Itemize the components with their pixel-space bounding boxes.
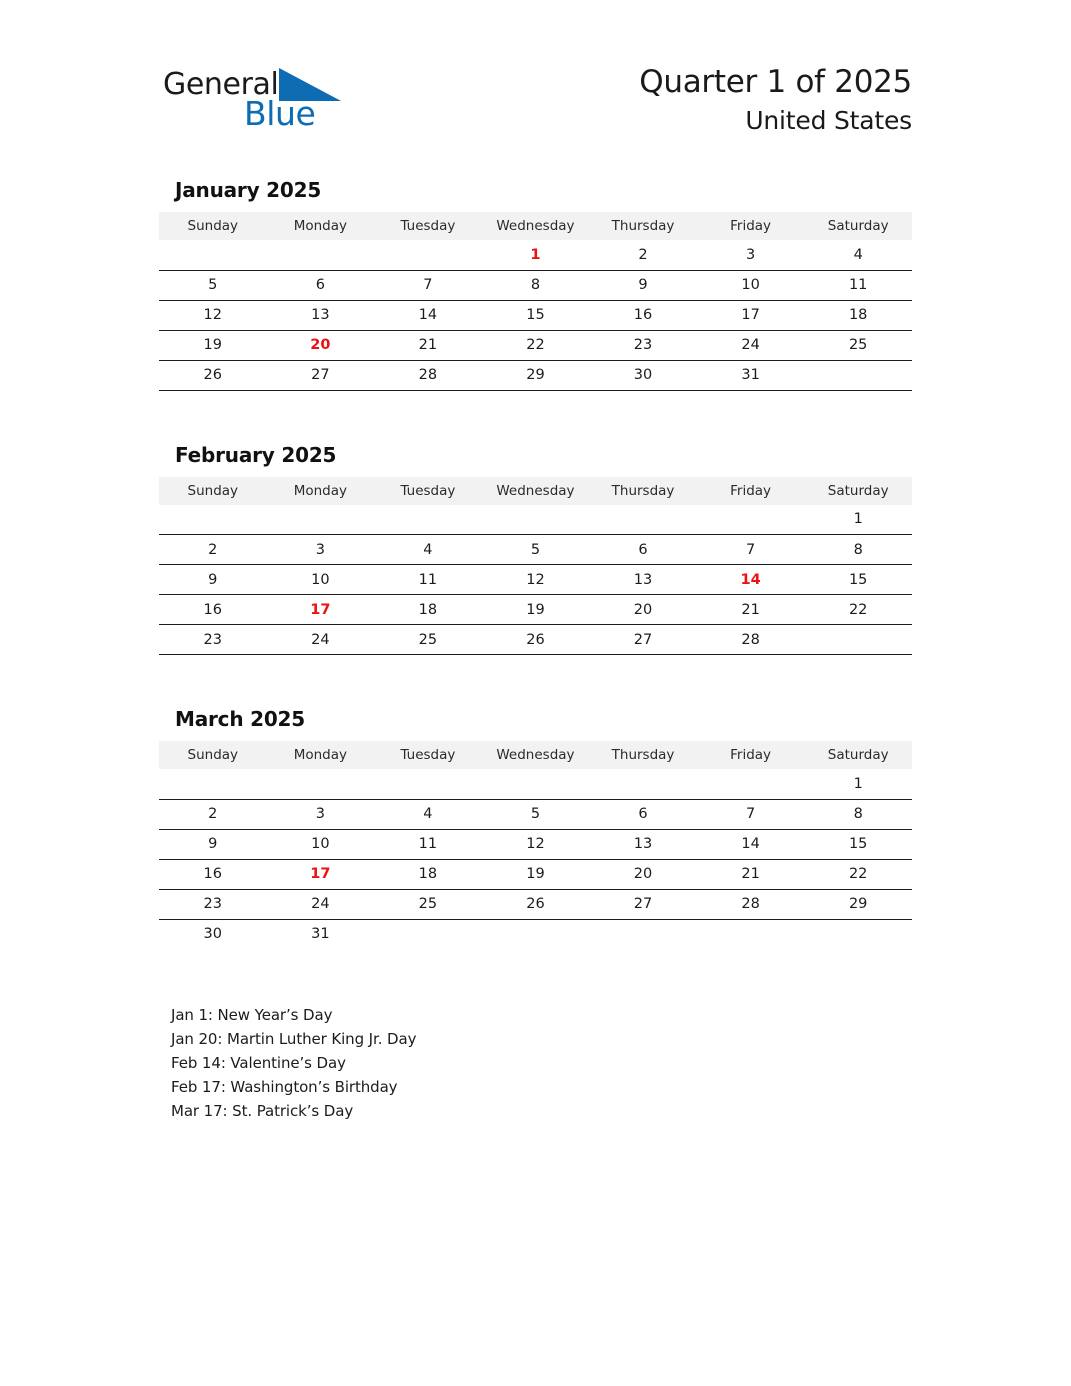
week-row: [159, 360, 912, 390]
month-title: January 2025: [175, 178, 322, 202]
day-cell[interactable]: 1: [804, 769, 912, 799]
holiday-note: Feb 17: Washington’s Birthday: [171, 1078, 398, 1096]
day-cell[interactable]: 15: [804, 565, 912, 595]
day-cell[interactable]: 29: [804, 889, 912, 919]
day-cell[interactable]: 4: [804, 240, 912, 270]
weekday-header-friday: Friday: [697, 477, 805, 505]
weekday-header-wednesday: Wednesday: [482, 212, 590, 240]
day-cell-empty: [267, 240, 375, 270]
day-cell[interactable]: 12: [482, 565, 590, 595]
day-cell[interactable]: 16: [159, 859, 267, 889]
page-subtitle: United States: [745, 106, 912, 135]
day-cell[interactable]: 20: [589, 595, 697, 625]
weekday-header-friday: Friday: [697, 212, 805, 240]
weekday-header-wednesday: Wednesday: [482, 741, 590, 769]
month-block: [159, 443, 912, 656]
week-row: [159, 240, 912, 270]
day-cell-empty: [697, 769, 805, 799]
day-cell[interactable]: 9: [159, 829, 267, 859]
day-cell-holiday[interactable]: 17: [267, 859, 375, 889]
day-cell[interactable]: 26: [159, 360, 267, 390]
day-cell[interactable]: 3: [267, 535, 375, 565]
weekday-header-thursday: Thursday: [589, 212, 697, 240]
day-cell[interactable]: 11: [804, 270, 912, 300]
page-header: [0, 0, 1071, 165]
day-cell[interactable]: 2: [159, 535, 267, 565]
day-cell-empty: [374, 769, 482, 799]
month-block: [159, 707, 912, 949]
day-cell[interactable]: 31: [697, 360, 805, 390]
day-cell[interactable]: 12: [482, 829, 590, 859]
weekday-header-friday: Friday: [697, 741, 805, 769]
day-cell[interactable]: 5: [482, 799, 590, 829]
day-cell[interactable]: 29: [482, 360, 590, 390]
day-cell[interactable]: 24: [267, 889, 375, 919]
weekday-header-sunday: Sunday: [159, 477, 267, 505]
day-cell[interactable]: 12: [159, 300, 267, 330]
day-cell[interactable]: 10: [267, 829, 375, 859]
week-row: [159, 270, 912, 300]
day-cell[interactable]: 8: [804, 535, 912, 565]
day-cell[interactable]: 8: [482, 270, 590, 300]
week-row: [159, 625, 912, 655]
day-cell[interactable]: 9: [159, 565, 267, 595]
day-cell-empty: [482, 919, 590, 949]
day-cell[interactable]: 6: [589, 535, 697, 565]
day-cell[interactable]: 31: [311, 926, 330, 943]
day-cell-holiday[interactable]: 1: [482, 240, 590, 270]
day-cell[interactable]: 7: [374, 270, 482, 300]
weekday-header-wednesday: Wednesday: [482, 477, 590, 505]
day-cell[interactable]: 14: [374, 300, 482, 330]
day-cell[interactable]: 2: [589, 240, 697, 270]
day-cell[interactable]: 24: [267, 625, 375, 655]
day-cell-holiday[interactable]: 20: [267, 330, 375, 360]
day-cell[interactable]: 4: [374, 535, 482, 565]
day-cell[interactable]: 19: [482, 595, 590, 625]
week-row: [159, 859, 912, 889]
day-cell[interactable]: 25: [374, 625, 482, 655]
day-cell-empty: [589, 919, 697, 949]
day-cell-empty: [267, 769, 375, 799]
day-cell[interactable]: 21: [697, 859, 805, 889]
weekday-header-sunday: Sunday: [159, 212, 267, 240]
month-grid: [159, 477, 912, 656]
month-title: March 2025: [175, 707, 305, 731]
day-cell[interactable]: 10: [267, 565, 375, 595]
day-cell-empty: [804, 919, 912, 949]
day-cell[interactable]: 22: [804, 859, 912, 889]
week-row: [159, 889, 912, 919]
day-cell-empty: [159, 505, 267, 535]
month-block: [159, 178, 912, 391]
day-cell-empty: [267, 505, 375, 535]
day-cell[interactable]: 16: [159, 595, 267, 625]
day-cell[interactable]: 26: [482, 625, 590, 655]
day-cell[interactable]: 25: [374, 889, 482, 919]
day-cell[interactable]: 27: [589, 625, 697, 655]
week-row: [159, 505, 912, 535]
day-cell[interactable]: 30: [589, 360, 697, 390]
weekday-header-monday: Monday: [267, 477, 375, 505]
day-cell[interactable]: 14: [697, 829, 805, 859]
day-cell[interactable]: 23: [159, 889, 267, 919]
day-cell-empty: [374, 919, 482, 949]
weekday-header-thursday: Thursday: [589, 477, 697, 505]
week-row: [159, 769, 912, 799]
day-cell[interactable]: 4: [374, 799, 482, 829]
title-block: [272, 62, 912, 138]
day-cell[interactable]: 27: [589, 889, 697, 919]
day-cell-empty: [482, 505, 590, 535]
weekday-header-tuesday: Tuesday: [374, 741, 482, 769]
day-cell[interactable]: 18: [374, 859, 482, 889]
week-row: [159, 919, 912, 949]
month-list: [159, 178, 912, 949]
day-cell[interactable]: 25: [804, 330, 912, 360]
day-cell[interactable]: 7: [697, 799, 805, 829]
week-row: [159, 829, 912, 859]
day-cell[interactable]: 18: [374, 595, 482, 625]
day-cell[interactable]: 5: [159, 270, 267, 300]
day-cell[interactable]: 2: [159, 799, 267, 829]
day-cell[interactable]: 21: [374, 330, 482, 360]
week-row: [159, 595, 912, 625]
day-cell[interactable]: 7: [697, 535, 805, 565]
month-grid: [159, 212, 912, 391]
day-cell-empty: [374, 505, 482, 535]
day-cell-empty: [374, 240, 482, 270]
day-cell[interactable]: 3: [267, 799, 375, 829]
day-cell[interactable]: 18: [804, 300, 912, 330]
weekday-header-saturday: Saturday: [804, 741, 912, 769]
day-cell[interactable]: 21: [697, 595, 805, 625]
day-cell[interactable]: 13: [589, 829, 697, 859]
day-cell[interactable]: 6: [267, 270, 375, 300]
week-row: [159, 565, 912, 595]
day-cell-empty: [482, 769, 590, 799]
month-grid: [159, 741, 912, 949]
day-cell-empty: [589, 769, 697, 799]
day-cell-empty: [804, 360, 912, 390]
day-cell[interactable]: 10: [697, 270, 805, 300]
day-cell-holiday[interactable]: 14: [697, 565, 805, 595]
day-cell[interactable]: 28: [697, 889, 805, 919]
day-cell[interactable]: 6: [589, 799, 697, 829]
weekday-header-saturday: Saturday: [804, 212, 912, 240]
holiday-legend: [171, 1003, 731, 1123]
day-cell[interactable]: 30: [203, 926, 222, 943]
holiday-note: Feb 14: Valentine’s Day: [171, 1054, 346, 1072]
day-cell[interactable]: 3: [697, 240, 805, 270]
day-cell[interactable]: 13: [267, 300, 375, 330]
month-title: February 2025: [175, 442, 337, 467]
day-cell-empty: [804, 625, 912, 655]
day-cell[interactable]: 5: [482, 535, 590, 565]
day-cell[interactable]: 22: [804, 595, 912, 625]
day-cell-empty: [159, 769, 267, 799]
weekday-header-thursday: Thursday: [589, 741, 697, 769]
day-cell[interactable]: 9: [589, 270, 697, 300]
logo-word-blue: Blue: [244, 94, 316, 133]
day-cell-empty: [159, 240, 267, 270]
day-cell-empty: [697, 919, 805, 949]
day-cell[interactable]: 11: [374, 829, 482, 859]
day-cell[interactable]: 22: [482, 330, 590, 360]
day-cell-holiday[interactable]: 17: [267, 595, 375, 625]
holiday-note: Mar 17: St. Patrick’s Day: [171, 1102, 354, 1120]
holiday-note: Jan 1: New Year’s Day: [171, 1006, 333, 1024]
weekday-header-monday: Monday: [267, 741, 375, 769]
day-cell[interactable]: 13: [589, 565, 697, 595]
day-cell[interactable]: 15: [482, 300, 590, 330]
day-cell[interactable]: 15: [804, 829, 912, 859]
logo-word-general: General: [163, 67, 279, 102]
day-cell[interactable]: 26: [482, 889, 590, 919]
weekday-header-tuesday: Tuesday: [374, 212, 482, 240]
day-cell[interactable]: 19: [159, 330, 267, 360]
holiday-note: Jan 20: Martin Luther King Jr. Day: [171, 1030, 417, 1048]
weekday-header-row: [159, 477, 912, 505]
day-cell[interactable]: 28: [374, 360, 482, 390]
day-cell[interactable]: 24: [697, 330, 805, 360]
day-cell[interactable]: 28: [697, 625, 805, 655]
day-cell-empty: [589, 505, 697, 535]
day-cell[interactable]: 11: [374, 565, 482, 595]
day-cell[interactable]: 1: [804, 505, 912, 535]
weekday-header-row: [159, 741, 912, 769]
weekday-header-sunday: Sunday: [159, 741, 267, 769]
weekday-header-saturday: Saturday: [804, 477, 912, 505]
day-cell[interactable]: 23: [159, 625, 267, 655]
day-cell[interactable]: 17: [697, 300, 805, 330]
day-cell[interactable]: 20: [589, 859, 697, 889]
day-cell[interactable]: 27: [267, 360, 375, 390]
day-cell[interactable]: 19: [482, 859, 590, 889]
weekday-header-monday: Monday: [267, 212, 375, 240]
week-row: [159, 300, 912, 330]
day-cell[interactable]: 16: [589, 300, 697, 330]
day-cell-empty: [697, 505, 805, 535]
day-cell[interactable]: 23: [589, 330, 697, 360]
weekday-header-tuesday: Tuesday: [374, 477, 482, 505]
week-row: [159, 535, 912, 565]
weekday-header-row: [159, 212, 912, 240]
page-title: Quarter 1 of 2025: [639, 64, 912, 100]
week-row: [159, 799, 912, 829]
day-cell[interactable]: 8: [804, 799, 912, 829]
week-row: [159, 330, 912, 360]
